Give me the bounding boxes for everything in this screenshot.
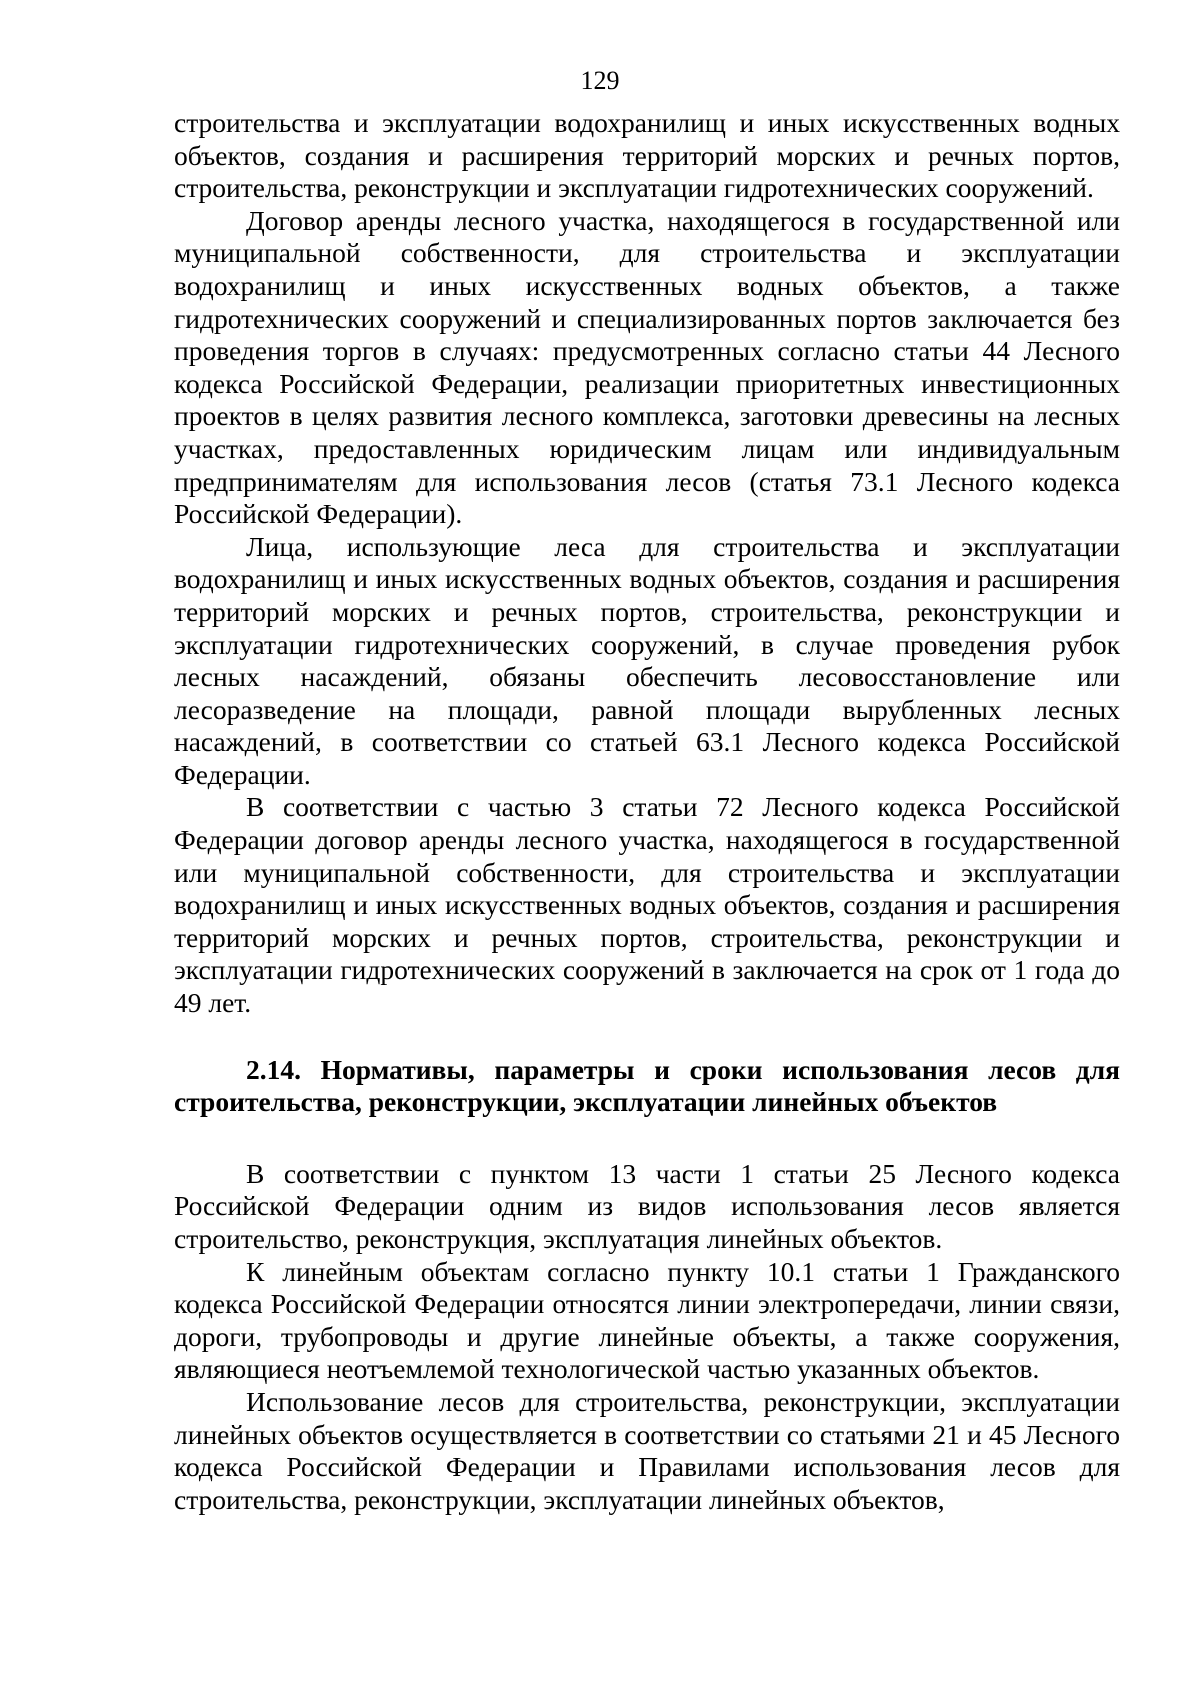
- paragraph: В соответствии с пунктом 13 части 1 статьи 25 Лесного кодекса Российской Федерации одним из видов использования лесов является строительство, реконструкция, эксплуатация линейных объектов.: [174, 1157, 1120, 1254]
- section-heading: 2.14. Нормативы, параметры и сроки использования лесов для строительства, реконструкции, эксплуатации линейных объектов: [174, 1053, 1120, 1118]
- paragraph: К линейным объектам согласно пункту 10.1 статьи 1 Гражданского кодекса Российской Федерации относятся линии электропередачи, линии связи, дороги, трубопроводы и другие линейные объекты, а также сооружения, являющиеся неотъемлемой технологической частью указанных объектов.: [174, 1255, 1120, 1385]
- paragraph: Лица, использующие леса для строительства и эксплуатации водохранилищ и иных искусственных водных объектов, создания и расширения территорий морских и речных портов, строительства, реконструкции и эксплуатации гидротехнических сооружений, в случае проведения рубок лесных насаждений, обязаны обеспечить лесовосстановление или лесоразведение на площади, равной площади вырубленных лесных насаждений, в соответствии со статьей 63.1 Лесного кодекса Российской Федерации.: [174, 530, 1120, 790]
- paragraph: Договор аренды лесного участка, находящегося в государственной или муниципальной собственности, для строительства и эксплуатации водохранилищ и иных искусственных водных объектов, а также гидротехнических сооружений и специализированных портов заключается без проведения торгов в случаях: предусмотренных согласно статьи 44 Лесного кодекса Российской Федерации, реализации приоритетных инвестиционных проектов в целях развития лесного комплекса, заготовки древесины на лесных участках, предоставленных юридическим лицам или индивидуальным предпринимателям для использования лесов (статья 73.1 Лесного кодекса Российской Федерации).: [174, 204, 1120, 530]
- paragraph: В соответствии с частью 3 статьи 72 Лесного кодекса Российской Федерации договор аренды лесного участка, находящегося в государственной или муниципальной собственности, для строительства и эксплуатации водохранилищ и иных искусственных водных объектов, создания и расширения территорий морских и речных портов, строительства, реконструкции и эксплуатации гидротехнических сооружений в заключается на срок от 1 года до 49 лет.: [174, 791, 1120, 1019]
- paragraph: Использование лесов для строительства, реконструкции, эксплуатации линейных объектов осуществляется в соответствии со статьями 21 и 45 Лесного кодекса Российской Федерации и Правилами использования лесов для строительства, реконструкции, эксплуатации линейных объектов,: [174, 1385, 1120, 1515]
- page-number: 129: [580, 66, 620, 95]
- document-body: [174, 107, 1120, 1516]
- paragraph-continuation: строительства и эксплуатации водохранилищ и иных искусственных водных объектов, создания и расширения территорий морских и речных портов, строительства, реконструкции и эксплуатации гидротехнических сооружений.: [174, 107, 1120, 204]
